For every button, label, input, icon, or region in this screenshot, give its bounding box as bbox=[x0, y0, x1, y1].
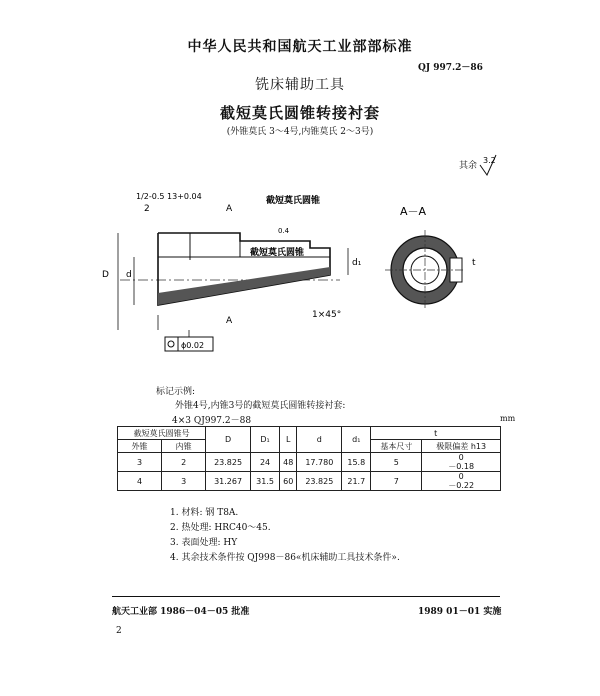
note-item: 2. 热处理: HRC40～45. bbox=[170, 523, 271, 533]
spec-table bbox=[117, 426, 501, 491]
document-title: 铣床辅助工具 bbox=[255, 77, 345, 93]
dim-2-label: 2 bbox=[144, 204, 150, 214]
col-D1: D₁ bbox=[251, 427, 280, 453]
section-label: A－A bbox=[400, 205, 427, 218]
chamfer-label: 1×45° bbox=[312, 310, 342, 320]
outer-cone-label: 截短莫氏圆锥 bbox=[266, 196, 321, 206]
section-A-bottom: A bbox=[226, 316, 233, 326]
standard-title: 中华人民共和国航天工业部部标准 bbox=[187, 39, 413, 55]
note-item: 4. 其余技术条件按 QJ998－86«机床辅助工具技术条件». bbox=[170, 553, 400, 563]
dim-04-label: 0.4 bbox=[278, 227, 290, 235]
table-row: 3 2 23.825 24 48 17.780 15.8 5 0 －0.18 bbox=[118, 453, 501, 472]
marking-title: 标记示例: bbox=[156, 387, 196, 397]
section-hatch bbox=[158, 267, 330, 305]
dim-top-label: 1/2-0.5 13+0.04 bbox=[136, 192, 202, 201]
col-t: t bbox=[371, 427, 501, 440]
col-inner: 内锥 bbox=[162, 440, 206, 453]
col-t-base: 基本尺寸 bbox=[371, 440, 422, 453]
approval-date: 航天工业部 1986－04－05 批准 bbox=[112, 607, 250, 617]
footer-divider bbox=[112, 596, 500, 597]
col-t-dev: 极限偏差 h13 bbox=[422, 440, 501, 453]
col-L: L bbox=[280, 427, 297, 453]
concentricity-icon bbox=[168, 341, 174, 347]
col-outer: 外锥 bbox=[118, 440, 162, 453]
note-item: 3. 表面处理: HY bbox=[170, 538, 238, 548]
dim-t-label: t bbox=[472, 258, 476, 268]
col-D: D bbox=[206, 427, 251, 453]
document-scope: (外锥莫氏 3～4号,内锥莫氏 2～3号) bbox=[226, 127, 374, 137]
note-item: 1. 材料: 钢 T8A. bbox=[170, 508, 239, 518]
marking-example: 外锥4号,内锥3号的截短莫氏圆锥转接衬套: bbox=[175, 401, 346, 411]
roughness-value: 3.2 bbox=[483, 156, 496, 165]
col-d1: d₁ bbox=[342, 427, 371, 453]
technical-drawing bbox=[100, 145, 500, 380]
col-morse: 截短莫氏圆锥号 bbox=[118, 427, 206, 440]
table-row: 4 3 31.267 31.5 60 23.825 21.7 7 0 －0.22 bbox=[118, 472, 501, 491]
standard-code: QJ 997.2－86 bbox=[418, 63, 483, 73]
technical-notes bbox=[170, 506, 400, 566]
dim-D-label: D bbox=[102, 270, 109, 280]
section-A-top: A bbox=[226, 204, 233, 214]
dim-d1-label: d₁ bbox=[352, 258, 362, 268]
dim-d-label: d bbox=[126, 270, 132, 280]
page-number: 2 bbox=[116, 626, 122, 636]
inner-cone-label: 截短莫氏圆锥 bbox=[250, 248, 305, 258]
marking-code: 4×3 QJ997.2－88 bbox=[172, 416, 252, 426]
tolerance-value: ϕ0.02 bbox=[181, 341, 205, 350]
effective-date: 1989 01－01 实施 bbox=[418, 607, 502, 617]
col-d: d bbox=[297, 427, 342, 453]
unit-label: mm bbox=[500, 414, 516, 423]
roughness-label: 其余 bbox=[459, 161, 478, 171]
document-subtitle: 截短莫氏圆锥转接衬套 bbox=[219, 104, 380, 122]
